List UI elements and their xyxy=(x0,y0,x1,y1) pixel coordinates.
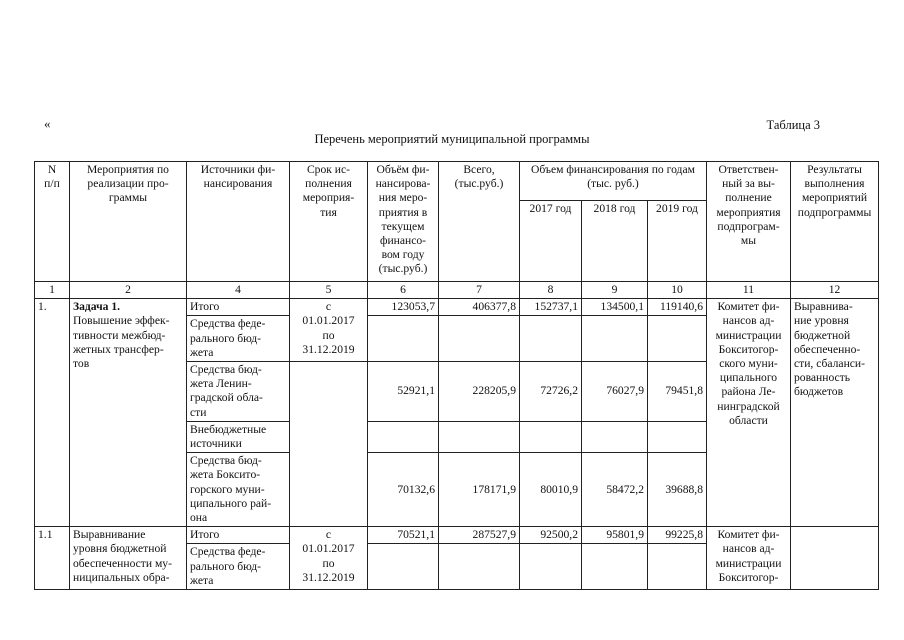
col-number: 1 xyxy=(35,282,70,299)
responsible-cell: Комитет фи- нансов ад- министрации Бокситогор- xyxy=(707,527,791,590)
y2017-value xyxy=(520,544,582,590)
source-name: Итого xyxy=(187,527,290,544)
volume-value xyxy=(368,544,439,590)
header-results: Результаты выполнения мероприятий подпрограммы xyxy=(791,162,879,282)
y2018-value xyxy=(582,421,648,452)
total-value xyxy=(439,544,520,590)
y2019-value: 39688,8 xyxy=(648,453,707,527)
task-title: Задача 1. xyxy=(73,300,121,314)
source-name: Внебюджетные источники xyxy=(187,421,290,452)
y2018-value xyxy=(582,316,648,362)
table-title: Перечень мероприятий муниципальной программы xyxy=(314,132,590,146)
col-number: 11 xyxy=(707,282,791,299)
volume-value xyxy=(368,316,439,362)
total-value: 406377,8 xyxy=(439,299,520,316)
y2017-value: 92500,2 xyxy=(520,527,582,544)
y2019-value xyxy=(648,421,707,452)
y2019-value: 79451,8 xyxy=(648,362,707,422)
total-value xyxy=(439,421,520,452)
header-term: Срок ис- полнения мероприя- тия xyxy=(290,162,368,282)
total-value xyxy=(439,316,520,362)
source-name: Средства бюд- жета Ленин- градской обла- сти xyxy=(187,362,290,422)
term-cell: с 01.01.2017 по 31.12.2019 xyxy=(290,527,368,590)
header-year-2017: 2017 год xyxy=(520,201,582,282)
source-name: Итого xyxy=(187,299,290,316)
y2017-value xyxy=(520,421,582,452)
y2018-value xyxy=(582,544,648,590)
row-number: 1.1 xyxy=(35,527,70,590)
y2018-value: 76027,9 xyxy=(582,362,648,422)
y2017-value: 80010,9 xyxy=(520,453,582,527)
term-empty xyxy=(290,362,368,527)
header-responsible: Ответствен- ный за вы- полнение мероприятия подпрограм- мы xyxy=(707,162,791,282)
col-number: 5 xyxy=(290,282,368,299)
col-number: 10 xyxy=(648,282,707,299)
source-name: Средства феде- рального бюд- жета xyxy=(187,544,290,590)
results-cell: Выравнива- ние уровня бюджетной обеспеченно- сти, сбаланси- рованность бюджетов xyxy=(791,299,879,527)
col-number: 8 xyxy=(520,282,582,299)
y2019-value: 99225,8 xyxy=(648,527,707,544)
volume-value: 70521,1 xyxy=(368,527,439,544)
responsible-cell: Комитет фи- нансов ад- министрации Бокситогор- ского муни- ципального района Ле- нинградской области xyxy=(707,299,791,527)
measure-cell xyxy=(70,299,187,527)
task-text: Повышение эффек- тивности межбюд- жетных трансфер- тов xyxy=(73,314,170,371)
table-row xyxy=(35,527,879,544)
col-number: 2 xyxy=(70,282,187,299)
term-cell: с 01.01.2017 по 31.12.2019 xyxy=(290,299,368,362)
total-value: 287527,9 xyxy=(439,527,520,544)
y2018-value: 95801,9 xyxy=(582,527,648,544)
header-sources: Источники фи- нансирования xyxy=(187,162,290,282)
total-value: 178171,9 xyxy=(439,453,520,527)
col-number: 7 xyxy=(439,282,520,299)
y2017-value xyxy=(520,316,582,362)
volume-value: 70132,6 xyxy=(368,453,439,527)
results-cell xyxy=(791,527,879,590)
source-name: Средства бюд- жета Бокситo- горского муни- ципального рай- она xyxy=(187,453,290,527)
volume-value: 123053,7 xyxy=(368,299,439,316)
y2017-value: 152737,1 xyxy=(520,299,582,316)
table-row xyxy=(35,299,879,316)
total-value: 228205,9 xyxy=(439,362,520,422)
program-measures-table xyxy=(34,161,879,590)
y2018-value: 58472,2 xyxy=(582,453,648,527)
row-number: 1. xyxy=(35,299,70,527)
measure-cell: Выравнивание уровня бюджетной обеспеченности му- ниципальных обра- xyxy=(70,527,187,590)
col-number: 9 xyxy=(582,282,648,299)
header-year-2018: 2018 год xyxy=(582,201,648,282)
y2019-value: 119140,6 xyxy=(648,299,707,316)
header-by-years: Объем финансирования по годам (тыс. руб.) xyxy=(520,162,707,201)
table-number: Таблица 3 xyxy=(766,118,820,132)
y2019-value xyxy=(648,316,707,362)
y2018-value: 134500,1 xyxy=(582,299,648,316)
y2017-value: 72726,2 xyxy=(520,362,582,422)
volume-value xyxy=(368,421,439,452)
header-volume: Объём фи- нансирова- ния меро- приятия в текущем финансо- вом году (тыс.руб.) xyxy=(368,162,439,282)
col-number: 12 xyxy=(791,282,879,299)
volume-value: 52921,1 xyxy=(368,362,439,422)
col-number: 6 xyxy=(368,282,439,299)
header-measures: Мероприятия по реализации про- граммы xyxy=(70,162,187,282)
header-n: N п/п xyxy=(35,162,70,282)
source-name: Средства феде- рального бюд- жета xyxy=(187,316,290,362)
opening-quote-mark: « xyxy=(44,116,51,131)
col-number: 4 xyxy=(187,282,290,299)
header-year-2019: 2019 год xyxy=(648,201,707,282)
header-total: Всего, (тыс.руб.) xyxy=(439,162,520,282)
y2019-value xyxy=(648,544,707,590)
